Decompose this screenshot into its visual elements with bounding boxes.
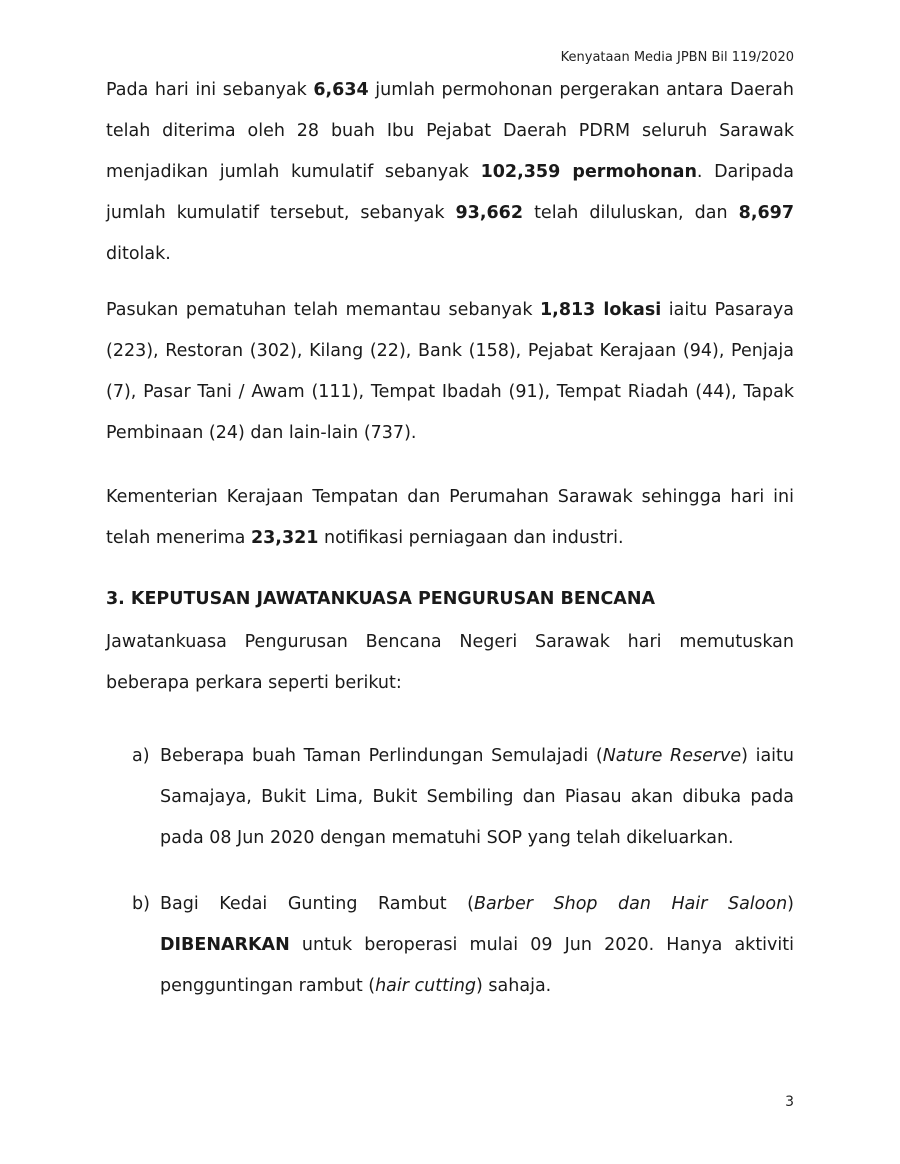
list-marker: a)	[132, 746, 150, 766]
list-item-text: Beberapa buah Taman Perlindungan Semulajadi (Nature Reserve) iaitu Samajaya, Bukit Lima, Bukit Sembiling dan Piasau akan dibuka pada pada 08 Jun 2020 dengan mematuhi SOP yang telah dikeluarkan.	[160, 746, 795, 848]
list-item-a	[132, 736, 794, 859]
list-item-b	[132, 884, 794, 1007]
page-number: 3	[785, 1094, 794, 1110]
paragraph-business-notifications: Kementerian Kerajaan Tempatan dan Perumahan Sarawak sehingga hari ini telah menerima 23,321 notifikasi perniagaan dan industri.	[106, 487, 794, 548]
list-item-text: Bagi Kedai Gunting Rambut (Barber Shop dan Hair Saloon) DIBENARKAN untuk beroperasi mulai 09 Jun 2020. Hanya aktiviti pengguntingan rambut (hair cutting) sahaja.	[160, 894, 794, 996]
section-heading: 3. KEPUTUSAN JAWATANKUASA PENGURUSAN BENCANA	[106, 589, 656, 609]
page-header: Kenyataan Media JPBN Bil 119/2020	[560, 50, 794, 65]
section-intro: Jawatankuasa Pengurusan Bencana Negeri Sarawak hari memutuskan beberapa perkara seperti berikut:	[106, 632, 794, 693]
paragraph-compliance-locations: Pasukan pematuhan telah memantau sebanyak 1,813 lokasi iaitu Pasaraya (223), Restoran (302), Kilang (22), Bank (158), Pejabat Kerajaan (94), Penjaja (7), Pasar Tani / Awam (111), Tempat Ibadah (91), Tempat Riadah (44), Tapak Pembinaan (24) dan lain-lain (737).	[106, 300, 794, 443]
paragraph-movement-applications: Pada hari ini sebanyak 6,634 jumlah permohonan pergerakan antara Daerah telah diterima oleh 28 buah Ibu Pejabat Daerah PDRM seluruh Sarawak menjadikan jumlah kumulatif sebanyak 102,359 permohonan. Daripada jumlah kumulatif tersebut, sebanyak 93,662 telah diluluskan, dan 8,697 ditolak.	[106, 80, 795, 264]
list-marker: b)	[132, 894, 150, 914]
